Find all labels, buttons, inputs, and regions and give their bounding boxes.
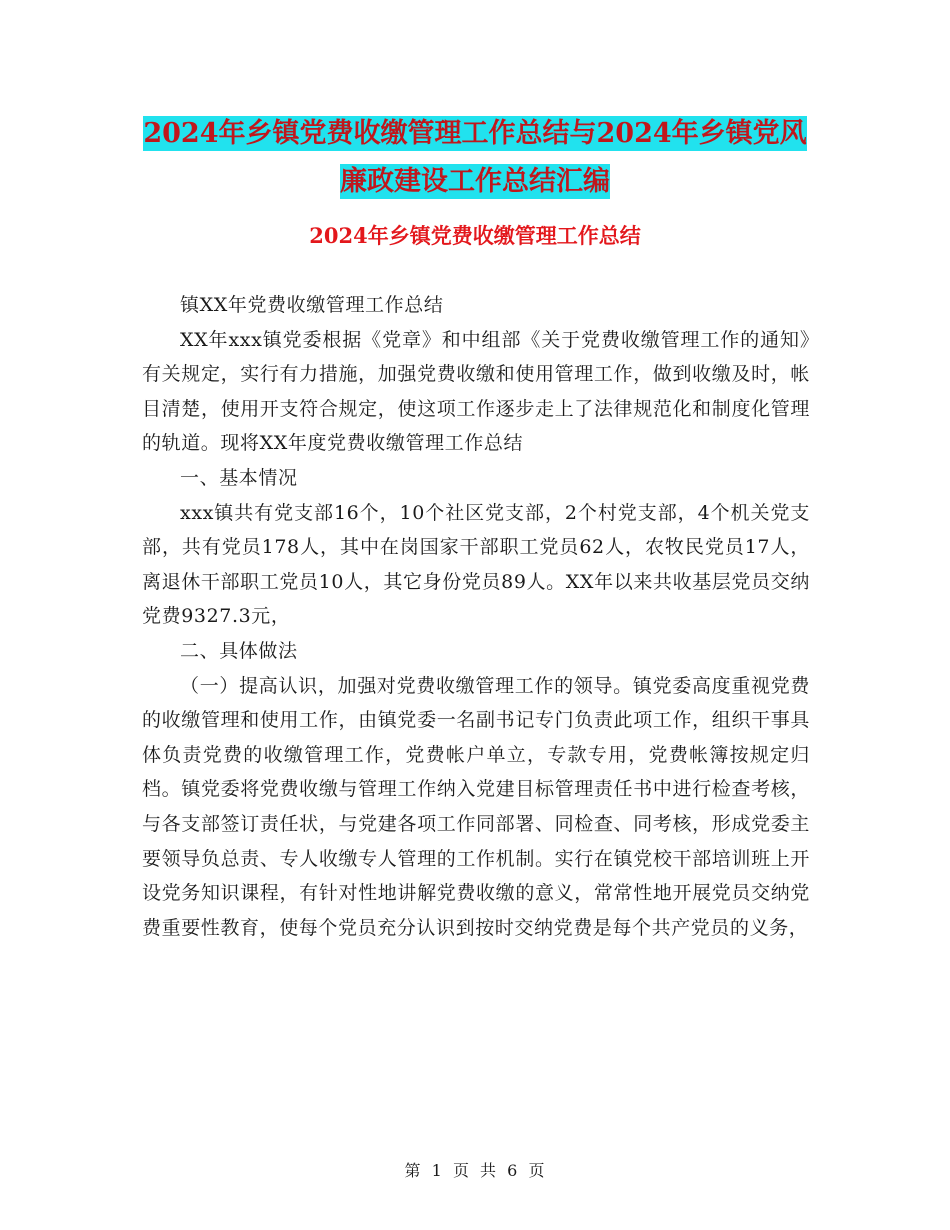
main-title-line-2: 廉政建设工作总结汇编 xyxy=(340,166,610,197)
paragraph-summary-heading: 镇XX年党费收缴管理工作总结 xyxy=(180,294,444,316)
paragraph-basic-situation: xxx镇共有党支部16个，10个社区党支部，2个村党支部，4个机关党支部，共有党员178人，其中在岗国家干部职工党员62人，农牧民党员17人，离退休干部职工党员10人，其它身份党员89人。XX年以来共收基层党员交纳党费9327.3元， xyxy=(142,501,810,628)
main-title-line-1: 2024年乡镇党费收缴管理工作总结与2024年乡镇党风 xyxy=(143,118,807,149)
footer-page-label: 第 xyxy=(404,1161,422,1180)
document-main-title xyxy=(140,110,810,206)
document-body xyxy=(142,288,810,945)
footer-page-current: 1 xyxy=(431,1161,443,1180)
heading-basic-situation: 一、基本情况 xyxy=(180,466,298,489)
paragraph-intro: XX年xxx镇党委根据《党章》和中组部《关于党费收缴管理工作的通知》有关规定，实行有力措施，加强党费收缴和使用管理工作，做到收缴及时，帐目清楚，使用开支符合规定，使这项工作逐步走上了法律规范化和制度化管理的轨道。现将XX年度党费收缴管理工作总结 xyxy=(142,328,810,455)
footer-page-unit: 页 xyxy=(452,1161,470,1180)
page-footer xyxy=(0,1158,950,1181)
section-title: 2024年乡镇党费收缴管理工作总结 xyxy=(309,223,641,248)
footer-total-unit: 页 xyxy=(528,1161,546,1180)
paragraph-measure-1: （一）提高认识，加强对党费收缴管理工作的领导。镇党委高度重视党费的收缴管理和使用工作，由镇党委一名副书记专门负责此项工作，组织干事具体负责党费的收缴管理工作，党费帐户单立，专款专用，党费帐簿按规定归档。镇党委将党费收缴与管理工作纳入党建目标管理责任书中进行检查考核，与各支部签订责任状，与党建各项工作同部署、同检查、同考核，形成党委主要领导负总责、专人收缴专人管理的工作机制。实行在镇党校干部培训班上开设党务知识课程，有针对性地讲解党费收缴的意义，常常性地开展党员交纳党费重要性教育，使每个党员充分认识到按时交纳党费是每个共产党员的义务， xyxy=(142,674,810,939)
footer-page-total: 6 xyxy=(507,1161,519,1180)
footer-total-label: 共 xyxy=(480,1161,498,1180)
heading-specific-measures: 二、具体做法 xyxy=(180,639,298,662)
